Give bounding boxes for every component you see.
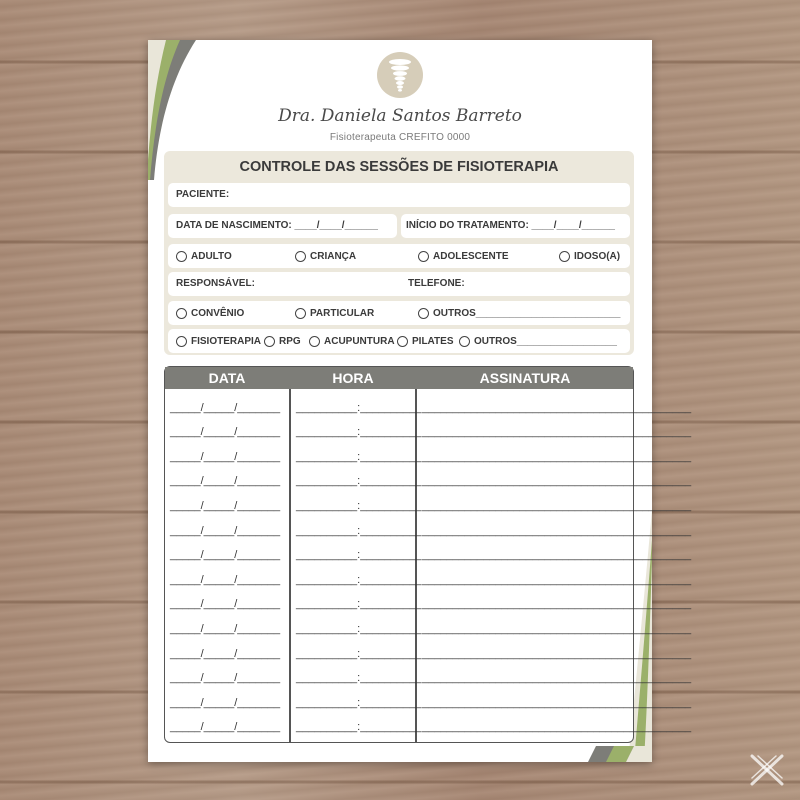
spine-logo-icon bbox=[377, 52, 423, 98]
option-fisioterapia[interactable]: FISIOTERAPIA bbox=[176, 334, 261, 348]
radio-circle-icon bbox=[459, 336, 470, 347]
table-row[interactable] bbox=[165, 686, 692, 711]
form-sheet bbox=[148, 40, 692, 762]
signature-cell[interactable]: ____________________________________________ bbox=[422, 696, 692, 709]
time-cell[interactable]: __________:__________ bbox=[296, 401, 422, 414]
date-cell[interactable]: _____/_____/_______ bbox=[170, 450, 281, 463]
radio-circle-icon bbox=[295, 251, 306, 262]
header-hora: HORA bbox=[332, 370, 374, 386]
radio-circle-icon bbox=[418, 308, 429, 319]
radio-circle-icon bbox=[559, 251, 570, 262]
date-cell[interactable]: _____/_____/_______ bbox=[170, 672, 281, 685]
responsible-phone-row[interactable] bbox=[168, 272, 630, 296]
radio-circle-icon bbox=[176, 251, 187, 262]
x-watermark-icon bbox=[748, 752, 786, 788]
patient-row[interactable] bbox=[168, 183, 630, 207]
table-row[interactable] bbox=[165, 637, 692, 662]
date-cell[interactable]: _____/_____/_______ bbox=[170, 524, 281, 537]
table-row[interactable] bbox=[165, 612, 692, 637]
date-cell[interactable]: _____/_____/_______ bbox=[170, 721, 281, 734]
time-cell[interactable]: __________:__________ bbox=[296, 696, 422, 709]
sessions-table bbox=[164, 366, 692, 743]
header-assinatura: ASSINATURA bbox=[479, 370, 571, 386]
time-cell[interactable]: __________:__________ bbox=[296, 426, 422, 439]
date-cell[interactable]: _____/_____/_______ bbox=[170, 647, 281, 660]
date-cell[interactable]: _____/_____/_______ bbox=[170, 475, 281, 488]
date-cell[interactable]: _____/_____/_______ bbox=[170, 426, 281, 439]
date-cell[interactable]: _____/_____/_______ bbox=[170, 401, 281, 414]
age-group-row bbox=[168, 244, 630, 268]
treatment-start-row[interactable] bbox=[401, 214, 630, 238]
therapy-type-row bbox=[168, 329, 630, 353]
responsible-label: RESPONSÁVEL: bbox=[176, 278, 255, 289]
date-cell[interactable]: _____/_____/_______ bbox=[170, 622, 281, 635]
time-cell[interactable]: __________:__________ bbox=[296, 450, 422, 463]
table-row[interactable] bbox=[165, 563, 692, 588]
radio-circle-icon bbox=[295, 308, 306, 319]
form-title: CONTROLE DAS SESSÕES DE FISIOTERAPIA bbox=[239, 159, 559, 175]
phone-label: TELEFONE: bbox=[408, 278, 465, 289]
radio-circle-icon bbox=[309, 336, 320, 347]
header-data: DATA bbox=[208, 370, 246, 386]
patient-form-panel bbox=[164, 151, 634, 355]
option-acupuntura[interactable]: ACUPUNTURA bbox=[309, 334, 395, 348]
signature-cell[interactable]: ____________________________________________ bbox=[422, 622, 692, 635]
signature-cell[interactable]: ____________________________________________ bbox=[422, 426, 692, 439]
signature-cell[interactable]: ____________________________________________ bbox=[422, 721, 692, 734]
signature-cell[interactable]: ____________________________________________ bbox=[422, 672, 692, 685]
signature-cell[interactable]: ____________________________________________ bbox=[422, 450, 692, 463]
doctor-subtitle: Fisioterapeuta CREFITO 0000 bbox=[329, 132, 471, 143]
signature-cell[interactable]: ____________________________________________ bbox=[422, 573, 692, 586]
treatment-start-label: INÍCIO DO TRATAMENTO: ____/____/______ bbox=[406, 220, 615, 231]
option-adolescente[interactable]: ADOLESCENTE bbox=[418, 249, 509, 263]
payment-row bbox=[168, 301, 630, 325]
date-cell[interactable]: _____/_____/_______ bbox=[170, 573, 281, 586]
option-pilates[interactable]: PILATES bbox=[397, 334, 453, 348]
table-row[interactable] bbox=[165, 465, 692, 490]
radio-circle-icon bbox=[397, 336, 408, 347]
date-cell[interactable]: _____/_____/_______ bbox=[170, 499, 281, 512]
time-cell[interactable]: __________:__________ bbox=[296, 622, 422, 635]
radio-circle-icon bbox=[176, 336, 187, 347]
time-cell[interactable]: __________:__________ bbox=[296, 549, 422, 562]
date-cell[interactable]: _____/_____/_______ bbox=[170, 549, 281, 562]
time-cell[interactable]: __________:__________ bbox=[296, 647, 422, 660]
time-cell[interactable]: __________:__________ bbox=[296, 499, 422, 512]
table-row[interactable] bbox=[165, 416, 692, 441]
table-header bbox=[165, 367, 633, 389]
option-idoso[interactable]: IDOSO(A) bbox=[559, 249, 620, 263]
table-row[interactable] bbox=[165, 440, 692, 465]
table-row[interactable] bbox=[165, 539, 692, 564]
signature-cell[interactable]: ____________________________________________ bbox=[422, 401, 692, 414]
table-row[interactable] bbox=[165, 711, 692, 736]
time-cell[interactable]: __________:__________ bbox=[296, 475, 422, 488]
doctor-name: Dra. Daniela Santos Barreto bbox=[278, 106, 522, 126]
option-rpg[interactable]: RPG bbox=[264, 334, 301, 348]
table-row[interactable] bbox=[165, 489, 692, 514]
table-row[interactable] bbox=[165, 514, 692, 539]
signature-cell[interactable]: ____________________________________________ bbox=[422, 647, 692, 660]
radio-circle-icon bbox=[176, 308, 187, 319]
signature-cell[interactable]: ____________________________________________ bbox=[422, 524, 692, 537]
patient-label: PACIENTE: bbox=[176, 189, 230, 200]
signature-cell[interactable]: ____________________________________________ bbox=[422, 499, 692, 512]
time-cell[interactable]: __________:__________ bbox=[296, 598, 422, 611]
time-cell[interactable]: __________:__________ bbox=[296, 573, 422, 586]
radio-circle-icon bbox=[418, 251, 429, 262]
radio-circle-icon bbox=[264, 336, 275, 347]
time-cell[interactable]: __________:__________ bbox=[296, 721, 422, 734]
date-cell[interactable]: _____/_____/_______ bbox=[170, 598, 281, 611]
table-row[interactable] bbox=[165, 588, 692, 613]
option-particular[interactable]: PARTICULAR bbox=[295, 306, 374, 320]
option-adulto[interactable]: ADULTO bbox=[176, 249, 232, 263]
table-row[interactable] bbox=[165, 662, 692, 687]
time-cell[interactable]: __________:__________ bbox=[296, 524, 422, 537]
birth-date-row[interactable] bbox=[168, 214, 397, 238]
signature-cell[interactable]: ____________________________________________ bbox=[422, 475, 692, 488]
signature-cell[interactable]: ____________________________________________ bbox=[422, 549, 692, 562]
time-cell[interactable]: __________:__________ bbox=[296, 672, 422, 685]
date-cell[interactable]: _____/_____/_______ bbox=[170, 696, 281, 709]
option-crianca[interactable]: CRIANÇA bbox=[295, 249, 356, 263]
birth-date-label: DATA DE NASCIMENTO: ____/____/______ bbox=[176, 220, 378, 231]
option-outros-therapy[interactable]: OUTROS__________________ bbox=[459, 334, 617, 348]
option-outros-payment[interactable]: OUTROS__________________________ bbox=[418, 306, 620, 320]
option-convenio[interactable]: CONVÊNIO bbox=[176, 306, 244, 320]
table-row[interactable] bbox=[165, 391, 692, 416]
signature-cell[interactable]: ____________________________________________ bbox=[422, 598, 692, 611]
